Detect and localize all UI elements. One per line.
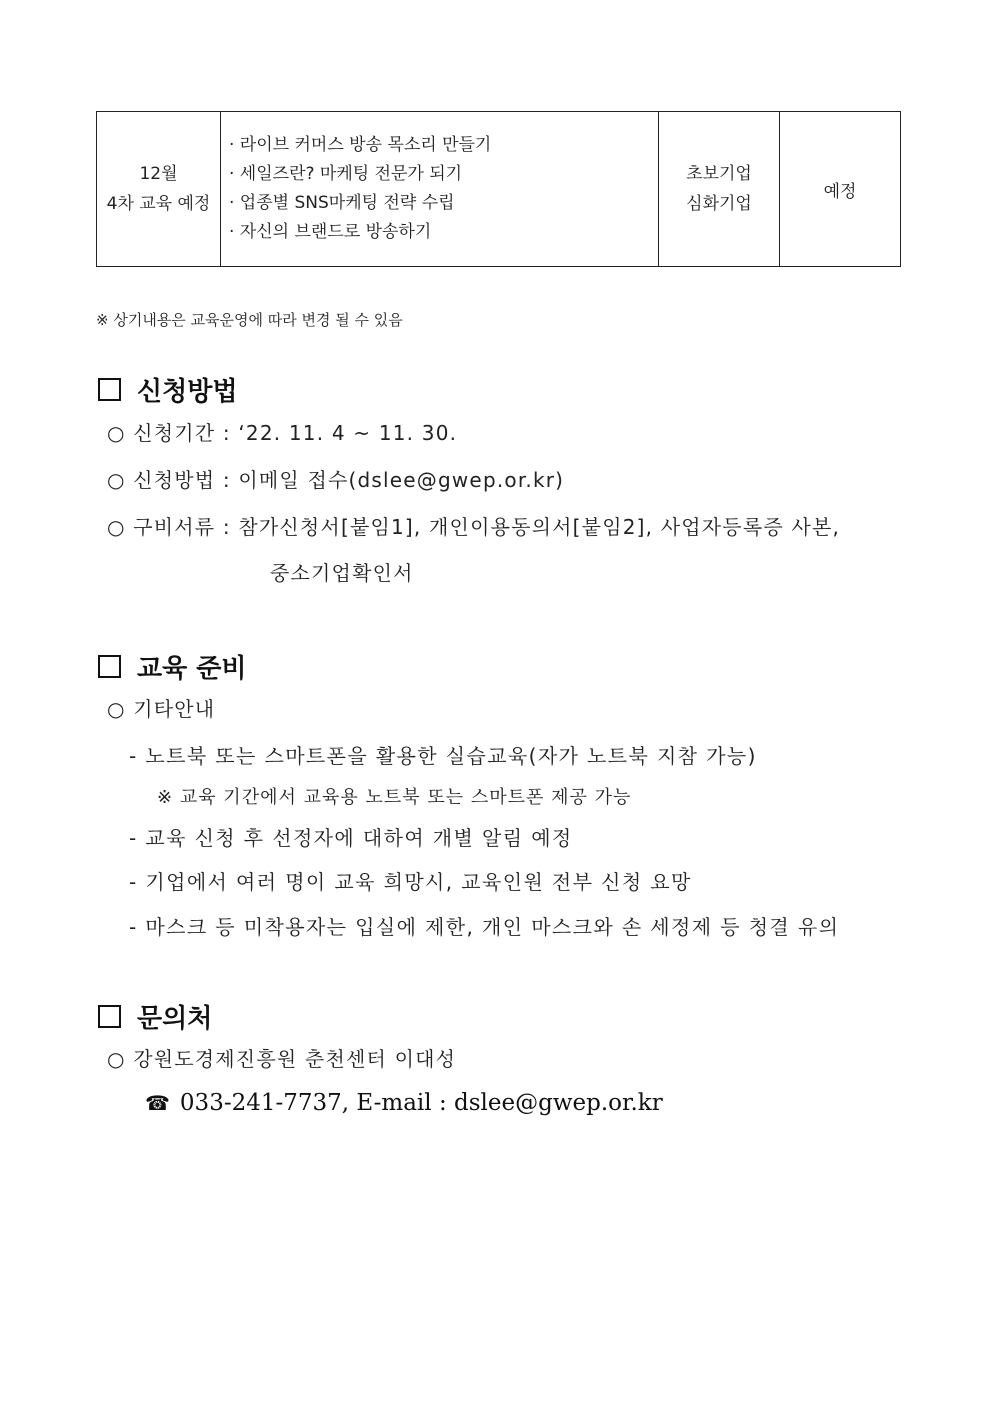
topic-item: · 세일즈란? 마케팅 전문가 되기 — [229, 164, 463, 184]
section-contact-heading — [98, 998, 212, 1035]
contact-details: 033-241-7737, E-mail : dslee@gwep.or.kr — [179, 1090, 663, 1116]
contact-details-line — [145, 1090, 663, 1116]
apply-docs: ○ 구비서류 : 참가신청서[붙임1], 개인이용동의서[붙임2], 사업자등록증 사본, — [107, 515, 841, 539]
section-apply-heading — [98, 371, 237, 408]
apply-method: ○ 신청방법 : 이메일 접수(dslee@gwep.or.kr) — [107, 468, 565, 492]
schedule-topics-cell — [221, 112, 659, 267]
prep-line-laptop-note: ※ 교육 기간에서 교육용 노트북 또는 스마트폰 제공 가능 — [157, 787, 632, 808]
prep-line-group: - 기업에서 여러 명이 교육 희망시, 교육인원 전부 신청 요망 — [129, 870, 692, 894]
square-bullet-icon — [98, 655, 121, 678]
topic-item: · 자신의 브랜드로 방송하기 — [229, 222, 432, 242]
schedule-when-cell — [97, 112, 221, 267]
contact-org: ○ 강원도경제진흥원 춘천센터 이대성 — [107, 1047, 457, 1071]
prep-line-laptop: - 노트북 또는 스마트폰을 활용한 실습교육(자가 노트북 지참 가능) — [129, 744, 757, 768]
square-bullet-icon — [98, 378, 121, 401]
phone-icon: ☎ — [145, 1091, 170, 1115]
section-prep-heading — [98, 648, 247, 685]
prep-line-notify: - 교육 신청 후 선정자에 대하여 개별 알림 예정 — [129, 826, 573, 850]
schedule-target-cell — [659, 112, 780, 267]
target-beginner: 초보기업 — [686, 164, 752, 184]
prep-line-mask: - 마스크 등 미착용자는 입실에 제한, 개인 마스크와 손 세정제 등 청결 유의 — [129, 915, 840, 939]
section-apply-title: 신청방법 — [137, 377, 238, 407]
schedule-month: 12월 — [139, 164, 178, 184]
square-bullet-icon — [98, 1005, 121, 1028]
apply-period: ○ 신청기간 : ‘22. 11. 4 ~ 11. 30. — [107, 421, 458, 445]
apply-docs-continued: 중소기업확인서 — [270, 561, 414, 585]
section-contact-title: 문의처 — [137, 1004, 213, 1034]
schedule-status: 예정 — [823, 181, 857, 202]
table-row — [97, 112, 901, 267]
topic-item: · 라이브 커머스 방송 목소리 만들기 — [229, 135, 492, 155]
section-prep-title: 교육 준비 — [137, 654, 247, 684]
schedule-round: 4차 교육 예정 — [106, 194, 211, 214]
target-advanced: 심화기업 — [686, 194, 752, 214]
prep-info: ○ 기타안내 — [107, 697, 216, 721]
change-note: ※ 상기내용은 교육운영에 따라 변경 될 수 있음 — [96, 311, 403, 329]
topic-item: · 업종별 SNS마케팅 전략 수립 — [229, 193, 455, 213]
schedule-status-cell — [780, 112, 901, 267]
schedule-table — [96, 111, 901, 267]
